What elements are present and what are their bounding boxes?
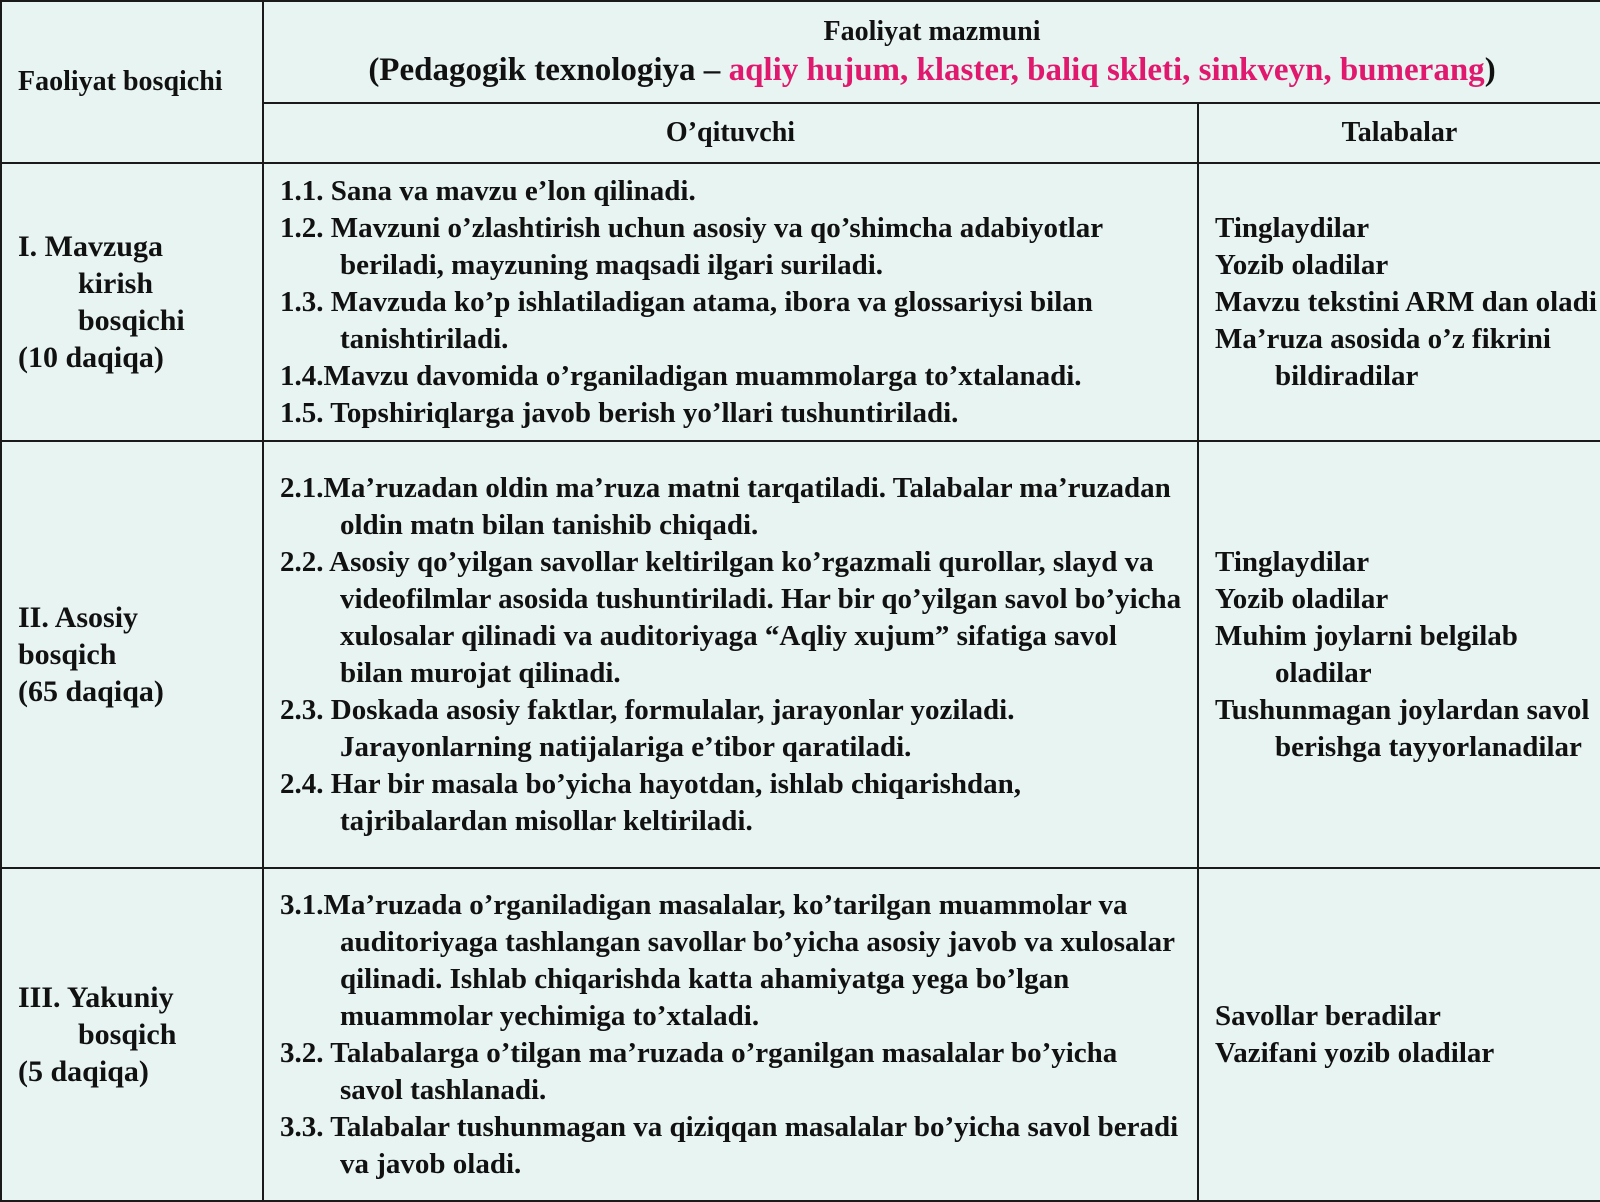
stage-column-header: Faoliyat bosqichi: [1, 1, 263, 163]
student-activity: Muhim joylarni belgilab oladilar: [1215, 619, 1518, 689]
teacher-step: 2.2. Asosiy qo’yilgan savollar keltirilgan ko’rgazmali qurollar, slayd va videofilmlar asosida tushuntiriladi. Har bir qo’yilgan savol bo’yicha xulosalar qilinadi va auditoriyaga “Aqliy xujum” sifatiga savol bilan murojat qilinadi.: [280, 545, 1182, 689]
technology-line: [264, 50, 1600, 90]
teacher-step: 2.3. Doskada asosiy faktlar, formulalar, jarayonlar yoziladi. Jarayonlarning natijalariga e’tibor qaratiladi.: [280, 693, 1015, 763]
table-row: [1, 163, 1600, 441]
teacher-step: 1.4.Mavzu davomida o’rganiladigan muammolarga to’xtalanadi.: [280, 359, 1082, 392]
table-row: [1, 441, 1600, 868]
teacher-step: 1.2. Mavzuni o’zlashtirish uchun asosiy va qo’shimcha adabiyotlar beriladi, mayzuning maqsadi ilgari suriladi.: [280, 211, 1103, 281]
stage-line: III. Yakuniy: [18, 981, 174, 1014]
students-column-header: Talabalar: [1198, 103, 1600, 163]
stage-cell: [1, 868, 263, 1201]
stage-line: bosqich: [78, 1018, 177, 1051]
teacher-step: 1.5. Topshiriqlarga javob berish yo’llari tushuntiriladi.: [280, 396, 959, 429]
students-cell: [1198, 441, 1600, 868]
technology-methods: aqliy hujum, klaster, baliq skleti, sinkveyn, bumerang: [728, 52, 1485, 88]
teacher-cell: [263, 868, 1198, 1201]
table-row: [1, 868, 1600, 1201]
stage-line: I. Mavzuga: [18, 230, 163, 263]
student-activity: Vazifani yozib oladilar: [1215, 1036, 1495, 1069]
teacher-cell: [263, 163, 1198, 441]
teacher-step: 1.1. Sana va mavzu e’lon qilinadi.: [280, 174, 696, 207]
student-activity: Mavzu tekstini ARM dan oladi: [1215, 285, 1597, 318]
stage-line: bosqichi: [78, 304, 185, 337]
stage-line: bosqich: [18, 638, 117, 671]
students-cell: [1198, 868, 1600, 1201]
student-activity: Tinglaydilar: [1215, 211, 1370, 244]
student-activity: Tinglaydilar: [1215, 545, 1370, 578]
technology-suffix: ): [1484, 52, 1496, 88]
teacher-step: 3.2. Talabalarga o’tilgan ma’ruzada o’rganilgan masalalar bo’yicha savol tashlanadi.: [280, 1036, 1118, 1106]
stage-line: kirish: [78, 267, 154, 300]
student-activity: Tushunmagan joylardan savol berishga tayyorlanadilar: [1215, 693, 1590, 763]
students-cell: [1198, 163, 1600, 441]
content-header: [263, 1, 1600, 103]
student-activity: Yozib oladilar: [1215, 582, 1389, 615]
stage-line: II. Asosiy: [18, 601, 139, 634]
stage-cell: [1, 441, 263, 868]
teacher-step: 2.4. Har bir masala bo’yicha hayotdan, ishlab chiqarishdan, tajribalardan misollar keltiriladi.: [280, 767, 1022, 837]
stage-line: (10 daqiqa): [18, 341, 164, 374]
teacher-column-header: O’qituvchi: [263, 103, 1198, 163]
teacher-step: 2.1.Ma’ruzadan oldin ma’ruza matni tarqatiladi. Talabalar ma’ruzadan oldin matn bilan tanishib chiqadi.: [280, 471, 1171, 541]
stage-cell: [1, 163, 263, 441]
student-activity: Ma’ruza asosida o’z fikrini bildiradilar: [1215, 322, 1551, 392]
teacher-step: 1.3. Mavzuda ko’p ishlatiladigan atama, ibora va glossariysi bilan tanishtiriladi.: [280, 285, 1093, 355]
technology-prefix: (Pedagogik texnologiya –: [368, 52, 729, 88]
teacher-cell: [263, 441, 1198, 868]
stage-line: (5 daqiqa): [18, 1055, 149, 1088]
stage-line: (65 daqiqa): [18, 675, 164, 708]
teacher-step: 3.1.Ma’ruzada o’rganiladigan masalalar, ko’tarilgan muammolar va auditoriyaga tashlangan savollar bo’yicha asosiy javob va xulosalar qilinadi. Ishlab chiqarishda katta ahamiyatga yega bo’lgan muammolar yechimiga to’xtaladi.: [280, 888, 1175, 1032]
teacher-step: 3.3. Talabalar tushunmagan va qiziqqan masalalar bo’yicha savol beradi va javob oladi.: [280, 1110, 1179, 1180]
student-activity: Yozib oladilar: [1215, 248, 1389, 281]
content-title: Faoliyat mazmuni: [823, 16, 1041, 47]
header-row: [1, 1, 1600, 103]
student-activity: Savollar beradilar: [1215, 999, 1441, 1032]
